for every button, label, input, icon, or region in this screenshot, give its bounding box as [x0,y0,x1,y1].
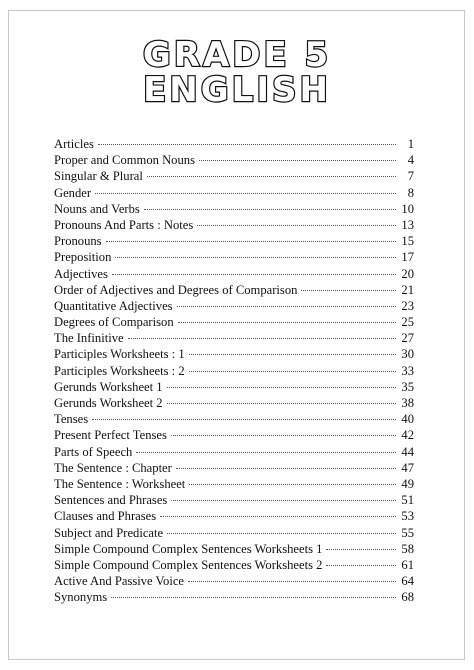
toc-entry-label: Active And Passive Voice [54,574,185,589]
toc-entry-label: Singular & Plural [54,169,143,184]
toc-entry-label: Present Perfect Tenses [54,428,167,443]
toc-dot-leader [136,452,396,453]
toc-dot-leader [111,597,396,598]
toc-entry-page-number: 27 [401,331,414,346]
toc-entry-page-number: 8 [407,185,414,200]
toc-entry-page-number: 64 [401,574,414,589]
toc-entry-label: Sentences and Phrases [54,493,168,508]
toc-entry-label: Parts of Speech [54,444,133,459]
toc-entry[interactable] [54,363,414,379]
toc-entry-page-number: 44 [401,444,414,459]
toc-entry-label: Degrees of Comparison [54,315,174,330]
toc-entry-page-number: 58 [401,541,414,556]
title-line-2 [0,70,474,110]
toc-dot-leader [301,290,396,291]
toc-entry-page-number: 61 [401,557,414,572]
toc-dot-leader [106,241,396,242]
toc-entry[interactable] [54,314,414,330]
toc-dot-leader [167,387,396,388]
title-line-1-text: GRADE 5 [142,35,332,75]
toc-entry[interactable] [54,492,414,508]
toc-entry[interactable] [54,330,414,346]
toc-entry-label: Proper and Common Nouns [54,153,195,168]
toc-entry-label: Order of Adjectives and Degrees of Comparison [54,282,298,297]
toc-dot-leader [128,338,396,339]
toc-dot-leader [188,581,396,582]
toc-dot-leader [115,257,396,258]
toc-entry[interactable] [54,589,414,605]
toc-dot-leader [178,322,396,323]
toc-dot-leader [326,549,396,550]
toc-entry[interactable] [54,411,414,427]
toc-entry[interactable] [54,168,414,184]
toc-entry[interactable] [54,427,414,443]
toc-entry-page-number: 35 [401,379,414,394]
toc-dot-leader [98,144,396,145]
toc-entry-page-number: 40 [401,412,414,427]
toc-entry[interactable] [54,573,414,589]
toc-entry[interactable] [54,233,414,249]
toc-entry-label: Adjectives [54,266,108,281]
toc-entry-page-number: 30 [401,347,414,362]
title-line-1 [0,35,474,75]
toc-dot-leader [92,419,396,420]
toc-entry[interactable] [54,346,414,362]
toc-entry-page-number: 10 [401,201,414,216]
toc-dot-leader [167,533,396,534]
toc-entry-page-number: 51 [401,493,414,508]
toc-entry-page-number: 15 [401,234,414,249]
toc-entry-page-number: 4 [407,153,414,168]
toc-entry-page-number: 42 [401,428,414,443]
toc-entry[interactable] [54,541,414,557]
toc-entry-label: Quantitative Adjectives [54,298,173,313]
toc-entry-label: Preposition [54,250,112,265]
toc-entry-label: Pronouns And Parts : Notes [54,217,194,232]
toc-dot-leader [189,484,396,485]
toc-entry-page-number: 13 [401,217,414,232]
toc-dot-leader [189,354,396,355]
toc-entry-label: The Sentence : Worksheet [54,476,186,491]
toc-dot-leader [171,500,396,501]
toc-entry-label: Articles [54,137,94,151]
toc-entry[interactable] [54,298,414,314]
toc-dot-leader [177,306,396,307]
toc-entry[interactable] [54,525,414,541]
toc-entry[interactable] [54,476,414,492]
toc-dot-leader [167,403,396,404]
toc-entry-label: Participles Worksheets : 2 [54,363,185,378]
toc-entry-page-number: 1 [407,137,414,151]
toc-entry[interactable] [54,444,414,460]
table-of-contents [54,136,414,605]
toc-entry-label: Participles Worksheets : 1 [54,347,185,362]
toc-entry[interactable] [54,282,414,298]
toc-entry-label: Simple Compound Complex Sentences Worksheets 2 [54,557,323,572]
toc-entry-label: Gerunds Worksheet 1 [54,379,163,394]
toc-dot-leader [326,565,396,566]
toc-entry[interactable] [54,201,414,217]
toc-entry[interactable] [54,185,414,201]
toc-dot-leader [171,435,396,436]
toc-entry[interactable] [54,395,414,411]
toc-dot-leader [112,274,396,275]
toc-entry-label: Simple Compound Complex Sentences Worksheets 1 [54,541,323,556]
toc-entry[interactable] [54,249,414,265]
toc-entry-page-number: 17 [401,250,414,265]
toc-entry[interactable] [54,379,414,395]
toc-entry-page-number: 49 [401,476,414,491]
toc-entry[interactable] [54,136,414,152]
toc-dot-leader [197,225,396,226]
toc-entry[interactable] [54,152,414,168]
toc-entry[interactable] [54,557,414,573]
title-block [0,35,474,110]
toc-dot-leader [95,193,396,194]
toc-entry-label: Tenses [54,412,89,427]
toc-entry-page-number: 47 [401,460,414,475]
title-line-2-text: ENGLISH [143,70,331,110]
toc-dot-leader [199,160,396,161]
toc-entry[interactable] [54,508,414,524]
toc-dot-leader [144,209,396,210]
toc-entry-page-number: 23 [401,298,414,313]
toc-entry-label: Nouns and Verbs [54,201,140,216]
toc-entry-label: Clauses and Phrases [54,509,157,524]
toc-entry-label: The Infinitive [54,331,124,346]
toc-entry-page-number: 20 [401,266,414,281]
toc-entry-page-number: 38 [401,396,414,410]
toc-dot-leader [176,468,396,469]
toc-entry-page-number: 33 [401,363,414,378]
toc-entry-page-number: 7 [407,169,414,184]
toc-entry-label: Gender [54,185,92,200]
toc-entry-label: Gerunds Worksheet 2 [54,396,163,410]
toc-entry[interactable] [54,460,414,476]
toc-entry-page-number: 55 [401,525,414,540]
toc-entry-page-number: 25 [401,315,414,330]
toc-entry-page-number: 21 [401,282,414,297]
toc-dot-leader [189,371,396,372]
toc-dot-leader [147,176,396,177]
toc-entry-page-number: 68 [401,590,414,605]
toc-entry[interactable] [54,217,414,233]
toc-entry-label: Subject and Predicate [54,525,164,540]
toc-entry-page-number: 53 [401,509,414,524]
toc-entry-label: Pronouns [54,234,102,249]
toc-dot-leader [160,516,396,517]
toc-entry[interactable] [54,266,414,282]
toc-entry-label: The Sentence : Chapter [54,460,172,475]
toc-entry-label: Synonyms [54,590,108,605]
